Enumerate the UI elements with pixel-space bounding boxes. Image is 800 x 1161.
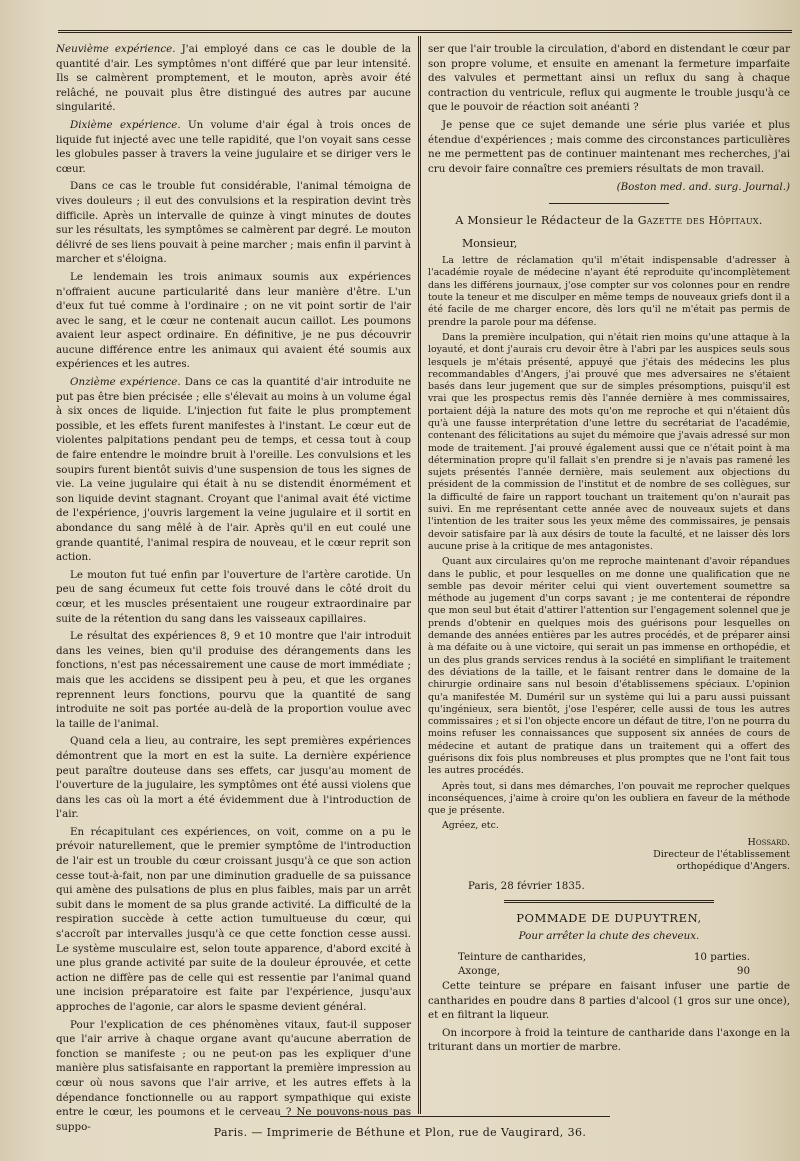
paragraph [56, 375, 411, 565]
paragraph [56, 825, 411, 1015]
letter-body [428, 255, 790, 873]
paragraph [56, 118, 411, 176]
letter-date: Paris, 28 février 1835. [468, 880, 585, 893]
source-citation: (Boston med. and. surg. Journal.) [616, 181, 790, 194]
paragraph [56, 734, 411, 822]
letter-heading-prefix: A Monsieur le Rédacteur de la [455, 213, 634, 227]
section-rule [549, 203, 669, 204]
letter-paragraph: Dans la première inculpation, qui n'était rien moins qu'une attaque à la loyauté, et dont j'aurais cru devoir être à l'abri par les auspices seuls sous lesquels je m'étais présenté, appuyé que j'étais des médecins les plus recommandables d'Angers, j'ai prouvé que mes adversaires ne s'étaient basés dans leur jugement que sur de simples présomptions, puisqu'il est vrai que les prospectus remis dès l'année dernière à mes commissaires, portaient déjà la nature des mots qu'on me reproche et qui n'étaient dûs qu'à une fausse interprétation d'une lettre du secrétariat de l'académie, contenant des félicitations au sujet du mémoire que j'avais adressé sur mon mode de traitement. J'ai prouvé également aussi que ce n'était point à ma détermination propre qu'il fallait s'en prendre si je n'avais pas ramené les sujets présentés l'année dernière, mais seulement aux objections du président de la commission de l'institut et de nombre de ses collègues, sur la difficulté de faire un rapport touchant un traitement qu'on n'aurait pas suivi. En me représentant cette année avec de nouveaux sujets et dans l'intention de les traiter sous les yeux même des commissaires, je pensais devoir satisfaire par là aux désirs de toute la faculté, et ne laisser dès lors aucune prise à la critique de mes antagonistes. [428, 331, 790, 552]
paragraph-text: J'ai employé dans ce cas le double de la quantité d'air. Les symptômes n'ont différé que par leur intensité. Ils se calmèrent promptement, et le mouton, après avoir été relâché, ne pouvait plus être distingué des autres par aucune singularité. [56, 43, 412, 114]
salutation: Monsieur, [462, 236, 518, 250]
signer-title: orthopédique d'Angers. [676, 861, 790, 873]
experiment-label: Dixième expérience. [70, 118, 181, 131]
top-double-rule [58, 30, 792, 33]
continuation-paragraph: ser que l'air trouble la circulation, d'abord en distendant le cœur par son propre volume, et ensuite en amenant la fermeture imparfaite des valvules et permettant ainsi un reflux du sang à chaque contraction du ventricule, reflux qui augmente le trouble jusqu'à ce que le pouvoir de réaction soit anéanti ? [428, 43, 790, 114]
signer: Hossard. [747, 836, 790, 848]
paragraph-text: Un volume d'air égal à trois onces de liquide fut injecté avec une telle rapidité, que l'on voyait sans cesse les globules passer à travers la veine jugulaire et se diriger vers le cœur. [56, 118, 411, 175]
letter-paragraph: Quant aux circulaires qu'on me reproche maintenant d'avoir répandues dans le public, et pour lesquelles on me donne une qualification que ne semble pas devoir mériter celui qui vient ouvertement soumettre sa méthode au jugement d'un corps savant ; je me contenterai de répondre que mon seul but était d'attirer l'attention sur l'engagement solennel que je prends d'obtenir en quelques mois des guérisons pour lesquelles on demande des années entières par les autres procédés, et de préparer ainsi à ma défaite ou à une victoire, qui serait un pas immense en orthopédie, et un des plus grands services rendus à la société en simplifiant le traitement des déviations de la taille, et le faisant rentrer dans le domaine de la chirurgie ordinaire sans nul besoin d'établissemens spéciaux. L'opinion qu'a manifestée M. Duméril sur un système qui lui a paru aussi puissant qu'ingénieux, sera bientôt, j'ose l'espérer, celle aussi de tous les autres commissaires ; et si l'on objecte encore un défaut de titre, l'on ne pourra du moins refuser les connaissances que supposent six années de cours de médecine et autant de pratique dans un traitement qui a offert des guérisons dix fois plus nombreuses et plus promptes que ne l'ont fait tous les autres procédés. [428, 556, 790, 777]
footer-rule [280, 1116, 610, 1117]
recipe-title: POMMADE DE DUPUYTREN, [516, 910, 702, 925]
recipe-paragraph: On incorpore à froid la teinture de cantharide dans l'axonge en la triturant dans un mortier de marbre. [428, 1026, 790, 1054]
paragraph-text: Le mouton fut tué enfin par l'ouverture de l'artère carotide. Un peu de sang écumeux fut cette fois trouvé dans le côté droit du cœur, et les muscles présentaient une rougeur extraordinaire par suite de la rétention du sang dans les vaisseaux capillaires. [56, 568, 411, 625]
letter-heading [428, 214, 790, 229]
left-column [56, 42, 412, 1133]
recipe-quantity: 10 parties. [693, 950, 750, 963]
paragraph-text: Dans ce cas la quantité d'air introduite ne put pas être bien précisée ; elle s'élevait au moins à un volume égal à six onces de liquide. L'injection fut faite le plus promptement possible, et les effets furent manifestes à l'instant. Le cœur eut de violentes palpitations pendant peu de temps, et cessa tout à coup de faire entendre le moindre bruit à l'oreille. Les convulsions et les soupirs furent bientôt suivis d'une suspension de tous les signes de vie. La veine jugulaire qui était à nu se distendit énormément et son liquide devint stagnant. Croyant que l'animal avait été victime de l'expérience, j'ouvris largement la veine jugulaire et il sortit en abondance du sang mêlé à de l'air. Après qu'il en eut coulé une grande quantité, l'animal respira de nouveau, et le cœur reprit son action. [56, 376, 411, 564]
paragraph [56, 42, 411, 115]
paragraph-text: Dans ce cas le trouble fut considérable, l'animal témoigna de vives douleurs ; il eut des convulsions et la respiration devint très difficile. Après un intervalle de quinze à vingt minutes de doutes sur les résultats, les symptômes se calmèrent par degré. Le mouton délivré de ses liens pouvait à peine marcher ; mais enfin il parvint à marcher et s'éloigna. [56, 180, 411, 266]
recipe-subtitle: Pour arrêter la chute des cheveux. [518, 930, 700, 943]
paragraph-text: Le résultat des expériences 8, 9 et 10 montre que l'air introduit dans les veines, bien qu'il produise des dérangements dans les fonctions, n'est pas nécessairement une cause de mort immédiate ; mais que les accidens se dissipent peu à peu, et que les organes reprennent leurs fonctions, pourvu que la quantité de sang introduite ne soit pas portée au-delà de la proportion voulue avec la taille de l'animal. [56, 630, 411, 730]
letter-paragraph: La lettre de réclamation qu'il m'était indispensable d'adresser à l'académie royale de médecine n'ayant été reproduite qu'incomplètement dans les différens journaux, j'ose compter sur vos colonnes pour en rendre toute la teneur et me disculper en même temps de nouveaux griefs dont il a été facile de me charger encore, dès lors qu'il ne m'était pas permis de prendre la parole pour ma défense. [428, 255, 790, 328]
recipe-line [428, 950, 790, 965]
paragraph-text: Pour l'explication de ces phénomènes vitaux, faut-il supposer que l'air arrive à chaque organe avant qu'aucune aberration de fonction se manifeste ; ou ne peut-on pas les expliquer d'une manière plus satisfaisante en rapportant la première impression au cœur où nous savons que l'air arrive, et les autres effets à la dépendance fonctionnelle ou au rapport sympathique qui existe entre le cœur, les poumons et le cerveau ? Ne pouvons-nous pas suppo- [56, 1018, 411, 1133]
experiment-label: Onzième expérience. [70, 376, 181, 389]
experiment-label: Neuvième expérience. [56, 43, 176, 55]
paragraph [56, 179, 411, 267]
recipe-quantity: 90 [736, 965, 750, 978]
paragraph [56, 629, 411, 731]
recipe-paragraph: Cette teinture se prépare en faisant infuser une partie de cantharides en poudre dans 8 parties d'alcool (1 gros sur une once), et en filtrant la liqueur. [428, 980, 790, 1022]
letter-paragraph: Après tout, si dans mes démarches, l'on pouvait me reprocher quelques inconséquences, j'aime à croire qu'on les oubliera en faveur de la méthode que je présente. [428, 780, 790, 817]
paragraph [56, 270, 411, 372]
signer-title: Directeur de l'établissement [653, 849, 790, 861]
recipe-item: Teinture de cantharides, [458, 950, 587, 963]
paragraph-text: Le lendemain les trois animaux soumis aux expériences n'offraient aucune particularité dans leur manière d'être. L'un d'eux fut tué comme à l'ordinaire ; on ne vit point sortir de l'air avec le sang, et le cœur ne contenait aucun caillot. Les poumons avaient leur aspect ordinaire. En définitive, je ne pus découvrir aucune différence entre les animaux qui avaient été soumis aux expériences et les autres. [56, 270, 411, 371]
letter-heading-journal: Gazette des Hôpitaux. [637, 213, 763, 227]
recipe-line [428, 964, 790, 979]
section-rule [504, 900, 714, 903]
paragraph-text: Quand cela a lieu, au contraire, les sept premières expériences démontrent que la mort en est la suite. La dernière expérience peut paraître douteuse dans ses effets, car jusqu'au moment de l'ouverture de la jugulaire, les symptômes ont été aussi violens que dans les cas où la mort a été évidemment due à l'introduction de l'air. [56, 735, 411, 821]
paragraph-text: En récapitulant ces expériences, on voit, comme on a pu le prévoir naturellement, que le premier symptôme de l'introduction de l'air est un trouble du cœur croissant jusqu'à ce que son action cesse tout-à-fait, non par une diminution graduelle de sa puissance qui amène des pulsations de plus en plus faibles, mais par un arrêt subit dans le moment de sa plus grande activité. La difficulté de la respiration succède à cette action tumultueuse du cœur, qui s'accroît par intervalles jusqu'à ce que cette fonction cesse aussi. Le système musculaire est, selon toute apparence, d'abord excité à une plus grande activité par suite de la douleur éprouvée, et cette action ne diffère pas de celle qui est ressentie par l'animal quand une incision préparatoire est faite par l'expérience, jusqu'aux approches de l'agonie, car alors le spasme devient général. [56, 825, 411, 1013]
right-column [428, 42, 790, 1113]
column-separator [418, 36, 421, 1114]
imprint-footer: Paris. — Imprimerie de Béthune et Plon, rue de Vaugirard, 36. [213, 1126, 587, 1139]
paragraph [56, 568, 411, 626]
continuation-paragraph: Je pense que ce sujet demande une série plus variée et plus étendue d'expériences ; mais comme des circonstances particulières ne me permettent pas de continuer maintenant mes recherches, j'ai cru devoir faire connaître ces premiers résultats de mon travail. [428, 118, 790, 175]
recipe-item: Axonge, [458, 965, 501, 978]
closing: Agréez, etc. [442, 820, 499, 832]
